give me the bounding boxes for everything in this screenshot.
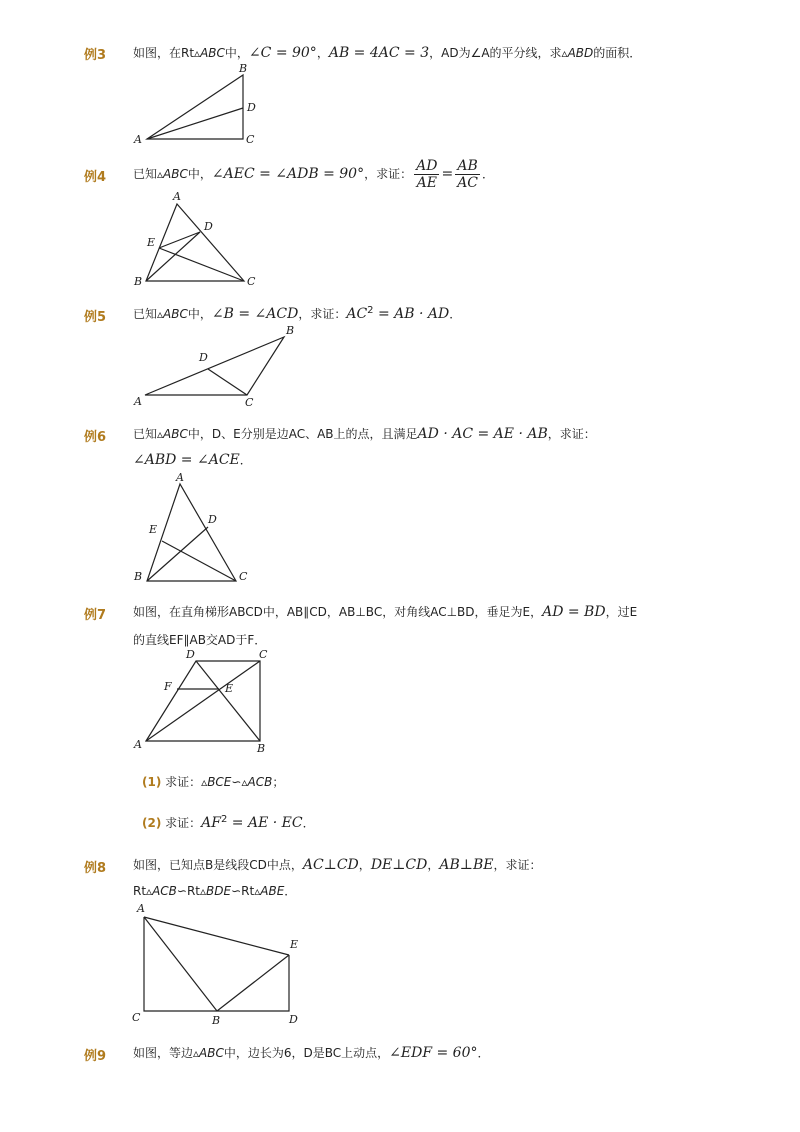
equals: = bbox=[441, 166, 454, 182]
point-b: B bbox=[239, 62, 248, 75]
text: ABD bbox=[567, 46, 594, 60]
math: ∠AEC = ∠ADB = 90° bbox=[211, 166, 365, 182]
similar-symbol: ∽ bbox=[231, 775, 242, 789]
example-3-label: 例3 bbox=[84, 48, 107, 63]
point-d: D bbox=[247, 101, 256, 114]
point-c: C bbox=[245, 396, 254, 409]
text: ． bbox=[239, 453, 252, 467]
part-number: (1) bbox=[142, 775, 162, 789]
math: ∠ABD = ∠ACE bbox=[133, 452, 240, 468]
segment-ae bbox=[144, 917, 289, 955]
triangle-symbol: ▵ bbox=[201, 775, 208, 789]
math: AC⊥CD bbox=[302, 857, 359, 873]
text: ABC bbox=[163, 307, 188, 321]
math: ∠B = ∠ACD bbox=[211, 306, 299, 322]
text: ACB bbox=[247, 775, 273, 789]
text: ，过E bbox=[605, 605, 638, 619]
text: ，求证： bbox=[547, 427, 596, 441]
text: ． bbox=[477, 1046, 490, 1060]
text: ∽Rt bbox=[176, 884, 201, 898]
text: ABC bbox=[163, 427, 188, 441]
triangle-symbol: ▵ bbox=[157, 167, 164, 181]
text: ABC bbox=[200, 46, 225, 60]
point-e: E bbox=[225, 682, 234, 695]
text: BCE bbox=[207, 775, 232, 789]
text: 如图，在Rt bbox=[133, 46, 195, 60]
text: ． bbox=[449, 307, 462, 321]
text: 已知 bbox=[133, 307, 158, 321]
denominator: AC bbox=[457, 175, 479, 191]
math: AB⊥BE bbox=[439, 857, 494, 873]
point-a: A bbox=[134, 133, 142, 146]
point-d: D bbox=[208, 513, 217, 526]
point-e: E bbox=[147, 236, 156, 249]
example-9-label: 例9 bbox=[84, 1049, 107, 1064]
point-d: D bbox=[289, 1013, 298, 1026]
example-9-text bbox=[133, 1044, 490, 1061]
part-number: (2) bbox=[142, 816, 162, 830]
text: 中， bbox=[187, 167, 212, 181]
math: AD = BD bbox=[542, 604, 606, 620]
text: 的直线EF∥AB交AD于F． bbox=[133, 633, 267, 647]
example-8-label: 例8 bbox=[84, 861, 107, 876]
math: AB = 4AC = 3 bbox=[328, 45, 430, 61]
segment-be bbox=[217, 955, 289, 1011]
triangle-symbol: ▵ bbox=[157, 307, 164, 321]
text: 已知 bbox=[133, 427, 158, 441]
text: ，求证： bbox=[364, 167, 413, 181]
triangle-symbol: ▵ bbox=[193, 1046, 200, 1060]
point-d: D bbox=[186, 648, 195, 661]
point-b: B bbox=[134, 570, 143, 583]
text: ABE bbox=[260, 884, 285, 898]
text: 中， bbox=[224, 46, 249, 60]
math: AD · AC = AE · AB bbox=[417, 426, 548, 442]
math: AC bbox=[346, 306, 368, 322]
numerator: AD bbox=[416, 158, 438, 174]
point-c: C bbox=[239, 570, 248, 583]
text: ∽Rt bbox=[231, 884, 255, 898]
superscript: 2 bbox=[220, 814, 228, 825]
example-5-label: 例5 bbox=[84, 310, 107, 325]
text: ，AD为∠A的平分线，求 bbox=[429, 46, 562, 60]
text: 中，D、E分别是边AC、AB上的点，且满足 bbox=[187, 427, 418, 441]
triangle-symbol: ▵ bbox=[561, 46, 568, 60]
superscript: 2 bbox=[367, 305, 374, 316]
math: = AB · AD bbox=[373, 306, 450, 322]
point-d: D bbox=[199, 351, 208, 364]
triangle-symbol: ▵ bbox=[146, 884, 153, 898]
point-c: C bbox=[132, 1011, 141, 1024]
point-c: C bbox=[247, 275, 256, 288]
point-e: E bbox=[149, 523, 158, 536]
text: ． bbox=[284, 884, 297, 898]
numerator: AB bbox=[455, 158, 480, 175]
point-a: A bbox=[137, 902, 145, 915]
text: 如图，在直角梯形ABCD中，AB∥CD，AB⊥BC，对角线AC⊥BD，垂足为E， bbox=[133, 605, 543, 619]
point-a: A bbox=[134, 738, 142, 751]
text: 中，边长为6，D是BC上动点， bbox=[223, 1046, 390, 1060]
text: 已知 bbox=[133, 167, 158, 181]
triangle-symbol: ▵ bbox=[200, 884, 207, 898]
point-a: A bbox=[134, 395, 142, 408]
text: ACB bbox=[152, 884, 177, 898]
math: ∠C = 90° bbox=[248, 45, 317, 61]
triangle-symbol: ▵ bbox=[241, 775, 248, 789]
text: ，求证： bbox=[493, 858, 542, 872]
triangle-symbol: ▵ bbox=[254, 884, 261, 898]
text: ． bbox=[482, 167, 495, 181]
example-7-label: 例7 bbox=[84, 608, 107, 623]
segment-ab bbox=[144, 917, 217, 1011]
frame-a-c-d-e bbox=[144, 917, 289, 1011]
text: ， bbox=[427, 858, 440, 872]
math: AF bbox=[201, 815, 221, 831]
text: 如图，等边 bbox=[133, 1046, 194, 1060]
text: Rt bbox=[133, 884, 147, 898]
math: = AE · EC bbox=[227, 815, 303, 831]
text: 求证： bbox=[161, 775, 202, 789]
text: ， bbox=[358, 858, 371, 872]
point-b: B bbox=[257, 742, 266, 755]
example-6-label: 例6 bbox=[84, 430, 107, 445]
triangle-symbol: ▵ bbox=[157, 427, 164, 441]
point-c: C bbox=[246, 133, 255, 146]
text: ． bbox=[302, 816, 315, 830]
example-4-label: 例4 bbox=[84, 170, 107, 185]
text: BDE bbox=[206, 884, 232, 898]
point-b: B bbox=[212, 1014, 221, 1027]
text: ； bbox=[272, 775, 285, 789]
text: 的面积． bbox=[593, 46, 642, 60]
point-a: A bbox=[176, 471, 184, 484]
text: ABC bbox=[163, 167, 188, 181]
point-b: B bbox=[286, 324, 295, 337]
point-b: B bbox=[134, 275, 143, 288]
point-a: A bbox=[173, 190, 181, 203]
text: ABC bbox=[199, 1046, 224, 1060]
point-d: D bbox=[204, 220, 213, 233]
text: ， bbox=[316, 46, 329, 60]
text: 求证： bbox=[161, 816, 202, 830]
point-f: F bbox=[164, 680, 172, 693]
text: 中， bbox=[187, 307, 212, 321]
point-c: C bbox=[259, 648, 268, 661]
math: ∠EDF = 60° bbox=[389, 1045, 478, 1061]
math: DE⊥CD bbox=[370, 857, 428, 873]
denominator: AE bbox=[416, 175, 437, 191]
text: 如图，已知点B是线段CD中点， bbox=[133, 858, 303, 872]
text: ，求证： bbox=[298, 307, 347, 321]
triangle-symbol: ▵ bbox=[194, 46, 201, 60]
point-e: E bbox=[290, 938, 299, 951]
